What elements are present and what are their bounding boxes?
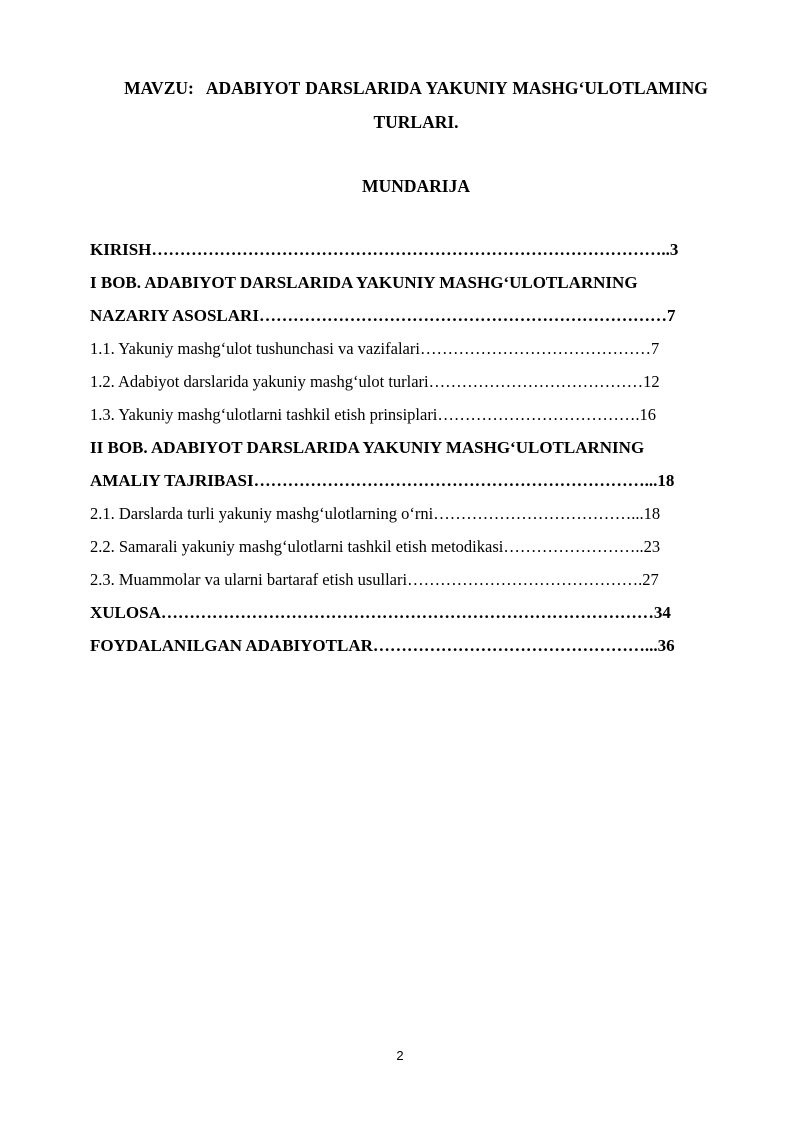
document-title	[90, 71, 742, 139]
table-of-contents	[90, 236, 750, 665]
toc-entry: FOYDALANILGAN ADABIYOTLAR…………………………………………...36	[90, 636, 675, 655]
toc-entry: AMALIY TAJRIBASI……………………………………………………………...18	[90, 471, 675, 490]
title-prefix: MAVZU:	[124, 78, 194, 98]
contents-heading: MUNDARIJA	[362, 176, 470, 196]
title-line-2: TURLARI.	[373, 112, 459, 132]
title-line-1: ADABIYOT DARSLARIDA YAKUNIY MASHG‘ULOTLAMING	[205, 78, 708, 98]
toc-entry: 1.2. Adabiyot darslarida yakuniy mashg‘ulot turlari…………………………………12	[90, 372, 660, 391]
toc-entry: KIRISH………………………………………………………………………………..3	[90, 240, 679, 259]
toc-entry: 2.3. Muammolar va ularni bartaraf etish usullari…………………………………….27	[90, 570, 659, 589]
toc-entry: 1.1. Yakuniy mashg‘ulot tushunchasi va vazifalari……………………………………7	[90, 339, 660, 358]
toc-entry: NAZARIY ASOSLARI………………………………………………………………7	[90, 306, 676, 325]
toc-entry: I BOB. ADABIYOT DARSLARIDA YAKUNIY MASHG‘ULOTLARNING	[90, 273, 638, 292]
page-number: 2	[396, 1048, 404, 1063]
toc-entry: XULOSA……………………………………………………………………………34	[90, 603, 671, 622]
toc-entry: 2.2. Samarali yakuniy mashg‘ulotlarni tashkil etish metodikasi……………………..23	[90, 537, 661, 556]
toc-entry: 1.3. Yakuniy mashg‘ulotlarni tashkil etish prinsiplari……………………………….16	[90, 405, 657, 424]
toc-entry: 2.1. Darslarda turli yakuniy mashg‘ulotlarning o‘rni………………………………...18	[90, 504, 661, 523]
toc-entry: II BOB. ADABIYOT DARSLARIDA YAKUNIY MASHG‘ULOTLARNING	[90, 438, 645, 457]
